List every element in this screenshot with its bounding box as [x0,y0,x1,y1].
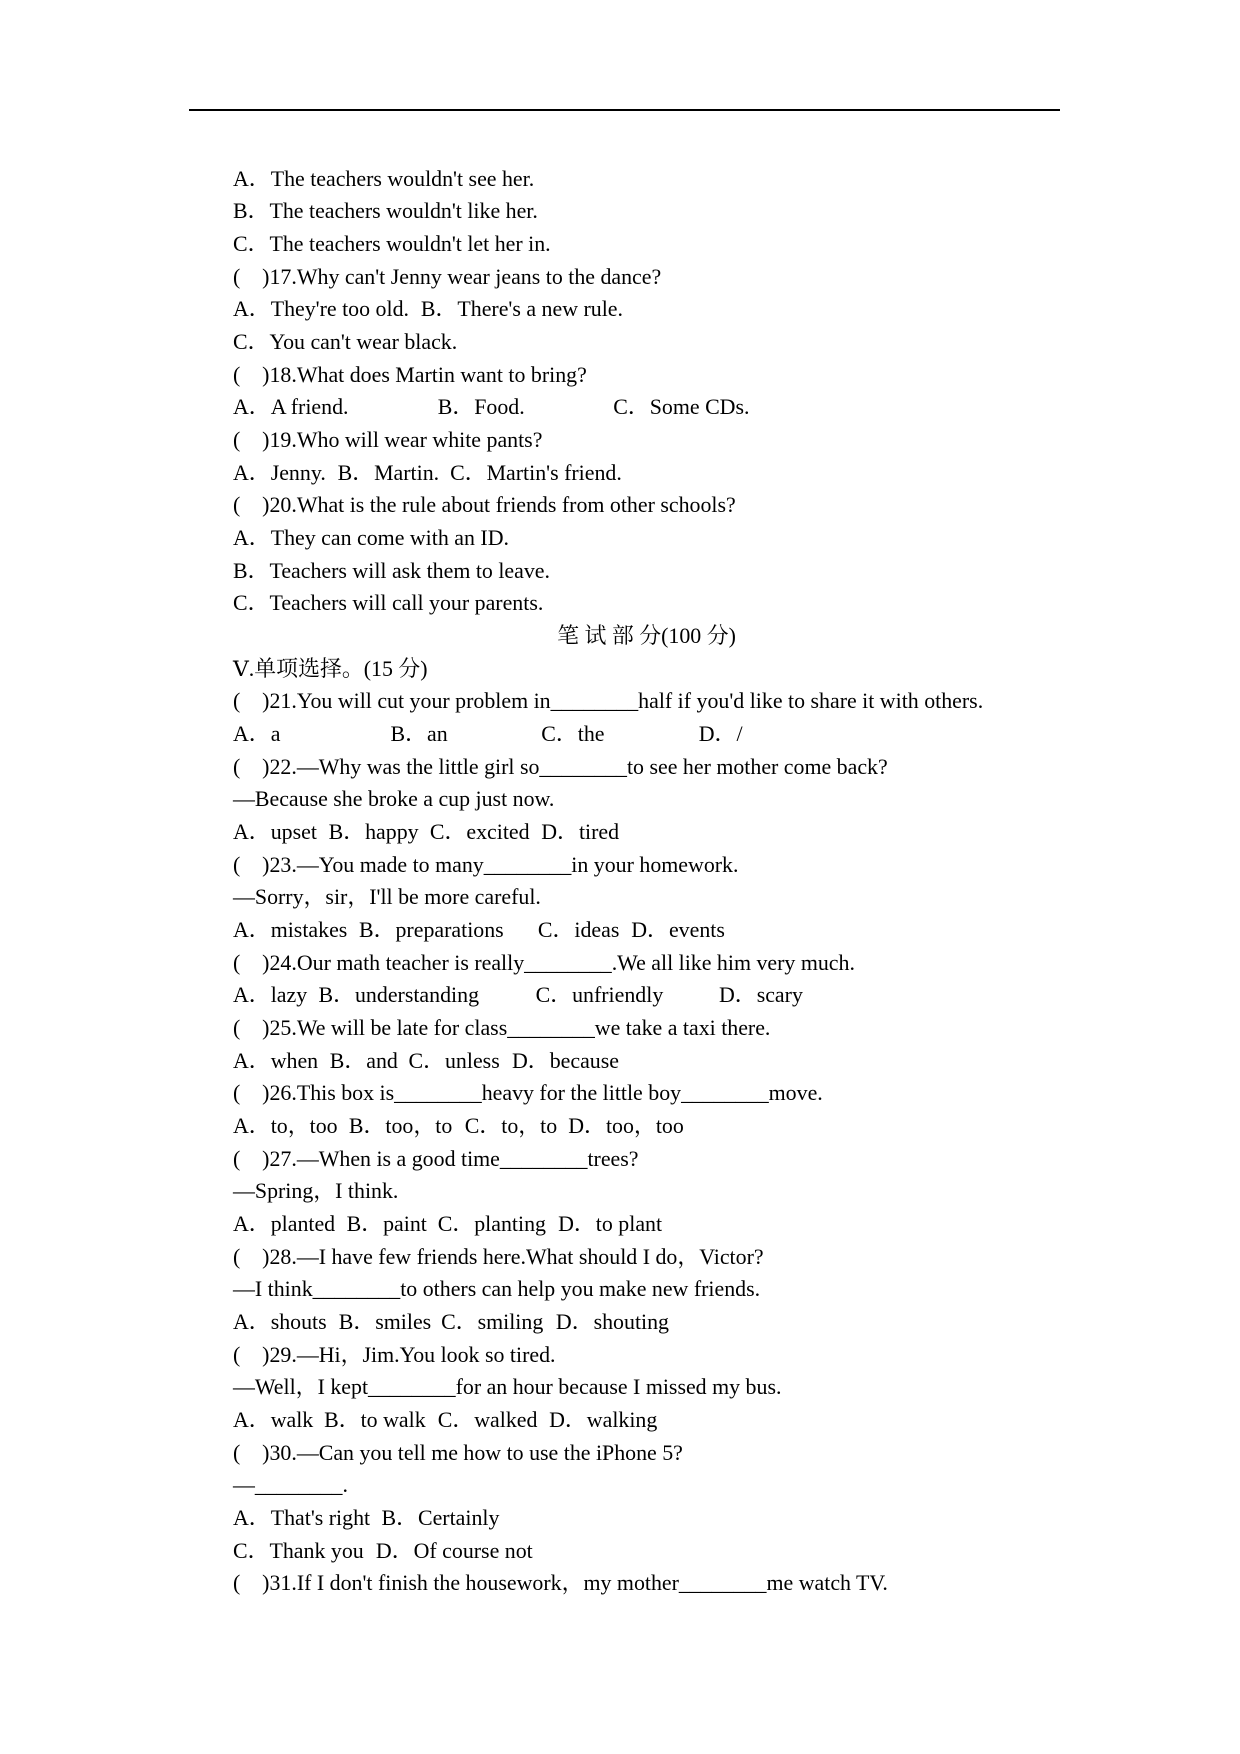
question-30-option-c: C．Thank you [233,1537,364,1563]
question-22-options [233,816,1060,849]
question-25-option-a: A．when [233,1047,319,1073]
question-24-option-d: D．scary [719,982,803,1008]
question-21-option-b: B．an [390,720,448,746]
question-30-stem: ( )30.—Can you tell me how to use the iPhone 5? [233,1439,683,1465]
question-31-stem: ( )31.If I don't finish the housework，my mother________me watch TV. [233,1570,888,1596]
question-24-option-b: B．understanding [318,982,480,1008]
question-24-options [233,979,1060,1012]
question-27-option-a: A．planted [233,1211,336,1236]
question-29-option-b: B．to walk [324,1407,426,1433]
question-17-option-a: A．They're too old. [233,296,409,322]
question-30-option-a: A．That's right [233,1505,371,1531]
question-28-option-d: D．shouting [555,1309,669,1335]
question-26-option-d: D．too，too [568,1112,684,1138]
question-27-reply: —Spring，I think. [233,1178,399,1204]
question-18-options [233,391,1060,424]
question-26-stem: ( )26.This box is________heavy for the little boy________move. [233,1080,823,1106]
question-17-option-b: B．There's a new rule. [420,296,623,322]
question-28-option-a: A．shouts [233,1309,327,1335]
question-30-options-row-1 [233,1502,1060,1535]
written-part-title: 笔 试 部 分(100 分) [557,622,736,648]
question-22-reply: —Because she broke a cup just now. [233,786,555,812]
question-28-option-c: C．smiling [441,1309,544,1335]
question-29-options [233,1404,1060,1437]
question-22-option-a: A．upset [233,818,317,844]
question-20-stem: ( )20.What is the rule about friends from other schools? [233,492,736,518]
question-23-stem: ( )23.—You made to many________in your homework. [233,851,739,877]
question-24-stem: ( )24.Our math teacher is really________.We all like him very much. [233,949,855,975]
question-23-option-a: A．mistakes [233,916,348,942]
question-26-option-c: C．to，to [464,1112,558,1138]
question-23-option-d: D．events [631,916,725,942]
question-22-stem: ( )22.—Why was the little girl so________to see her mother come back? [233,753,888,779]
question-23-option-b: B．preparations [359,916,504,942]
question-29-option-d: D．walking [549,1407,658,1433]
question-21-stem: ( )21.You will cut your problem in________half if you'd like to share it with others. [233,688,984,714]
question-27-option-b: B．paint [346,1211,427,1236]
question-22-option-c: C．excited [429,818,530,844]
page-content [233,163,1060,1601]
question-19-option-b: B．Martin. [337,459,440,485]
question-24-option-c: C．unfriendly [535,982,664,1008]
question-22-option-b: B．happy [328,818,419,844]
question-28-options [233,1306,1060,1339]
question-20-option-b: B．Teachers will ask them to leave. [233,557,550,583]
question-29-option-c: C．walked [437,1407,538,1433]
question-16-option-a: A．The teachers wouldn't see her. [233,165,535,191]
question-30-option-d: D．Of course not [375,1537,533,1563]
question-16-option-b: B．The teachers wouldn't like her. [233,198,538,224]
question-20-option-a: A．They can come with an ID. [233,524,509,550]
question-30-options-row-2 [233,1535,1060,1568]
question-24-option-a: A．lazy [233,982,308,1008]
question-28-stem: ( )28.—I have few friends here.What should I do，Victor? [233,1243,764,1269]
question-22-option-d: D．tired [541,818,620,844]
question-23-options [233,914,1060,947]
question-25-stem: ( )25.We will be late for class________we take a taxi there. [233,1014,771,1040]
question-18-option-c: C．Some CDs. [613,394,750,420]
question-18-stem: ( )18.What does Martin want to bring? [233,361,587,387]
question-30-reply: —________. [233,1472,348,1498]
question-18-option-a: A．A friend. [233,394,349,420]
question-23-option-c: C．ideas [537,916,620,942]
question-29-stem: ( )29.—Hi，Jim.You look so tired. [233,1341,556,1367]
question-25-option-c: C．unless [408,1047,500,1073]
question-28-option-b: B．smiles [338,1309,432,1335]
question-29-option-a: A．walk [233,1407,314,1433]
question-23-reply: —Sorry，sir，I'll be more careful. [233,884,541,910]
question-20-option-c: C．Teachers will call your parents. [233,590,544,616]
question-25-options [233,1045,1060,1078]
question-26-options [233,1110,1060,1143]
page-header-rule [189,109,1060,111]
question-17-options-row-1 [233,293,1060,326]
question-29-reply: —Well，I kept________for an hour because I missed my bus. [233,1374,782,1400]
section-v-title: Ⅴ.单项选择。(15 分) [233,655,428,681]
question-19-options [233,457,1060,490]
question-25-option-d: D．because [512,1047,619,1073]
question-25-option-b: B．and [329,1047,398,1073]
question-27-stem: ( )27.—When is a good time________trees? [233,1145,639,1171]
question-28-reply: —I think________to others can help you make new friends. [233,1276,761,1302]
question-16-option-c: C．The teachers wouldn't let her in. [233,230,551,256]
question-27-options [233,1208,1060,1241]
question-30-option-b: B．Certainly [381,1505,500,1531]
question-19-option-c: C．Martin's friend. [450,459,622,485]
question-21-option-d: D．/ [698,720,743,746]
question-17-stem: ( )17.Why can't Jenny wear jeans to the dance? [233,263,662,289]
question-19-option-a: A．Jenny. [233,459,326,485]
question-27-option-d: D．to plant [558,1211,663,1236]
question-27-option-c: C．planting [437,1211,546,1236]
question-17-option-c: C．You can't wear black. [233,328,458,354]
question-26-option-b: B．too，to [348,1112,453,1138]
question-19-stem: ( )19.Who will wear white pants? [233,426,543,452]
question-26-option-a: A．to，too [233,1112,338,1138]
question-18-option-b: B．Food. [437,394,525,420]
question-21-option-c: C．the [541,720,605,746]
question-21-option-a: A．a [233,720,281,746]
question-21-options [233,718,1060,751]
